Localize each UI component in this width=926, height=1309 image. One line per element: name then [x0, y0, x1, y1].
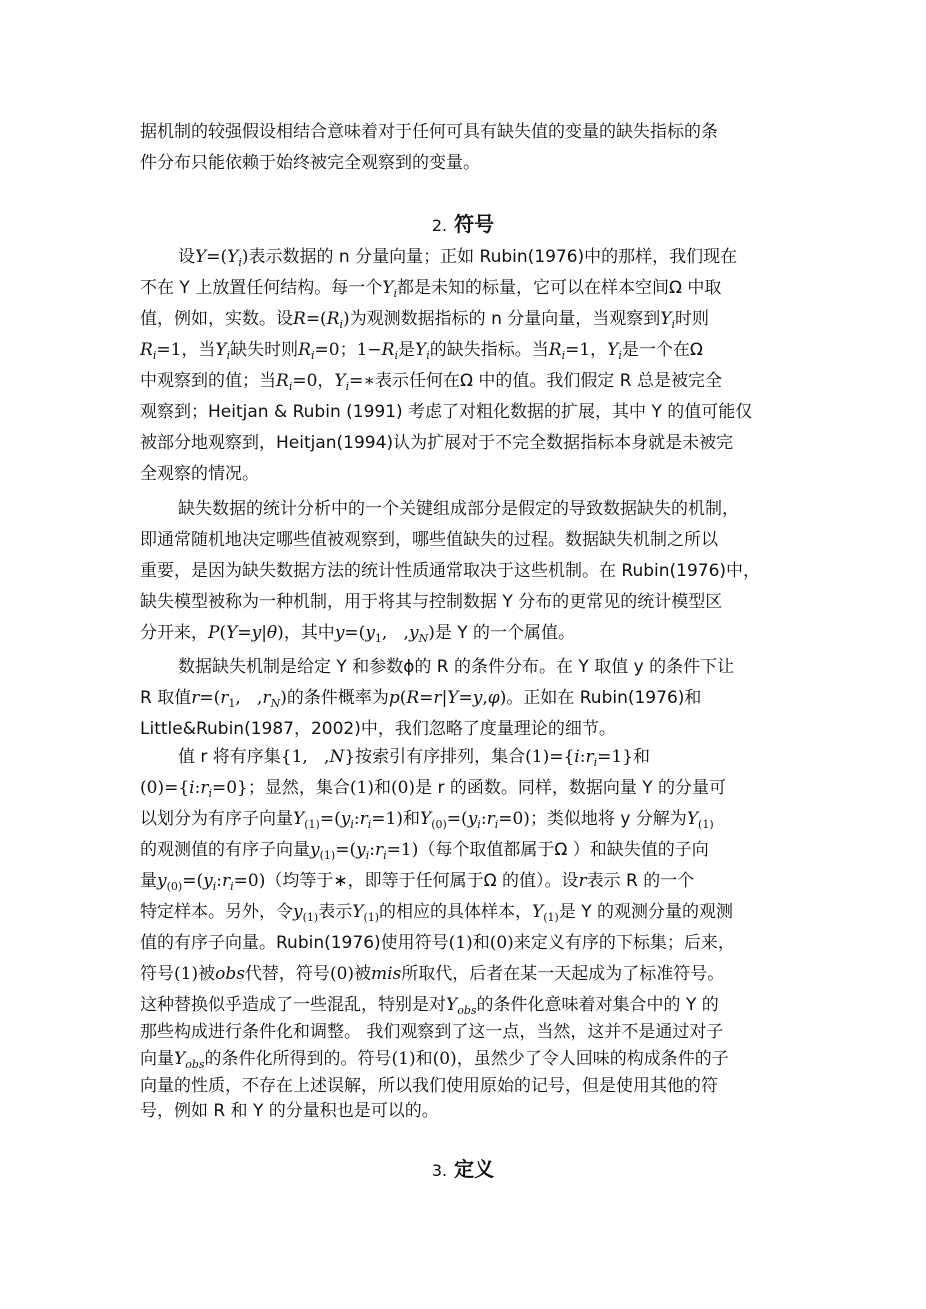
text-line: 即通常随机地决定哪些值被观察到，哪些值缺失的过程。数据缺失机制之所以	[140, 530, 718, 550]
text: 向量	[140, 1049, 174, 1069]
text: （每个取值都属于Ω ）和缺失值的子向	[418, 840, 709, 860]
text: ；	[339, 340, 357, 360]
text: 和	[415, 1049, 433, 1069]
text: 的缺失指标。当	[429, 340, 549, 360]
text: R 取值	[140, 688, 192, 708]
text: ，虽然少了令人回味的构成条件的子	[456, 1049, 729, 1069]
text: 来定义有序的下标集；后来，	[513, 933, 735, 953]
text: 被	[354, 964, 372, 984]
text-line: 的观测值的有序子向量$y_{(1)}=(y_i:r_i=1)$（每个取值都属于Ω ）和缺失值的子向	[140, 840, 709, 862]
text-line: 缺失模型被称为一种机制，用于将其与控制数据 Y 分布的更常见的统计模型区	[140, 592, 723, 612]
section-number: 2.	[431, 216, 448, 235]
text: 量	[140, 871, 157, 891]
text: 被	[198, 964, 216, 984]
text: 表示任何在Ω 中的值。我们假定 R 总是被完全	[374, 371, 722, 391]
text: 代替，符号	[244, 964, 330, 984]
text-line: 被部分地观察到，Heitjan(1994)认为扩展对于不完全数据指标本身就是未被完	[140, 433, 734, 453]
text: 表示	[318, 902, 353, 922]
text: 值 r 将有序集	[178, 747, 281, 767]
text-line: 特定样本。另外，令$y_{(1)}$表示$Y_{(1)}$的相应的具体样本，$Y_{(1)}$是 Y 的观测分量的观测	[140, 902, 734, 924]
text-line: 中观察到的值；当$R_i=0$，$Y_i=∗$表示任何在Ω 中的值。我们假定 R 总是被完全	[140, 371, 722, 393]
text: 和	[373, 778, 391, 798]
text: ；类似地将 y 分解为	[529, 809, 687, 829]
text: 是 Y 的一个属值。	[434, 623, 576, 643]
text: 符号	[140, 964, 174, 984]
text-line: 缺失数据的统计分析中的一个关键组成部分是假定的导致数据缺失的机制，	[178, 499, 739, 519]
text: ，	[590, 340, 608, 360]
text: 是	[397, 340, 415, 360]
text-line: 观察到；Heitjan & Rubin (1991) 考虑了对粗化数据的扩展，其中 Y 的值可能仅	[140, 402, 753, 422]
text: 是 Y 的观测分量的观测	[558, 902, 734, 922]
text: 的条件化意味着对集合中的 Y 的	[476, 995, 719, 1015]
section-heading	[0, 211, 926, 239]
section-title: 符号	[454, 212, 495, 236]
text-line: 这种替换似乎造成了一些混乱，特别是对$Y_{obs}$的条件化意味着对集合中的 Y 的	[140, 995, 719, 1017]
text: 中观察到的值；当	[140, 371, 276, 391]
text-line: 以划分为有序子向量$Y_{(1)}=(y_i:r_i=1)$和$Y_{(0)}=(y_i:r_i=0)$；类似地将 y 分解为$Y_{(1)}$	[140, 809, 714, 831]
text: 的观测值的有序子向量	[140, 840, 310, 860]
text: 以划分为有序子向量	[140, 809, 293, 829]
text: 是一个在Ω	[621, 340, 703, 360]
section-title: 定义	[454, 1157, 495, 1181]
text-line: 全观察的情况。	[140, 464, 259, 484]
text-line: 值，例如，实数。设$R=(R_i)$为观测数据指标的 n 分量向量，当观察到$Y_i$时则	[140, 309, 710, 331]
text: 的相应的具体样本，	[379, 902, 533, 922]
text: 。正如在 Rubin(1976)和	[506, 688, 702, 708]
text: 是 r 的函数。同样，数据向量 Y 的分量可	[415, 778, 727, 798]
text: 都是未知的标量，它可以在样本空间Ω 中取	[396, 278, 722, 298]
section-number: 3.	[431, 1161, 448, 1180]
text: 和	[633, 747, 651, 767]
text-line: 符号(1)被obs代替，符号(0)被mis所取代，后者在某一天起成为了标准符号。	[140, 964, 725, 984]
text-line: 量$y_{(0)}=(y_i:r_i=0)$（均等于∗，即等于任何属于Ω 的值）。设r表示 R 的一个	[140, 871, 695, 893]
text-line: 不在 Y 上放置任何结构。每一个$Y_i$都是未知的标量，它可以在样本空间Ω 中取	[140, 278, 722, 300]
text: 的条件化所得到的。符号	[204, 1049, 392, 1069]
text: 和	[402, 809, 420, 829]
text-line: $R_i=1$，当$Y_i$缺失时则$R_i=0$；$1-R_i$是$Y_i$的缺失指标。当$R_i=1$，$Y_i$是一个在Ω	[140, 340, 703, 362]
text-line: 那些构成进行条件化和调整。 我们观察到了这一点，当然，这并不是通过对子	[140, 1022, 724, 1042]
text-line: 据机制的较强假设相结合意味着对于任何可具有缺失值的变量的缺失指标的条	[140, 122, 718, 142]
text-line: 设$Y=(Y_i)$表示数据的 n 分量向量；正如 Rubin(1976)中的那样，我们现在	[178, 247, 738, 269]
text: 不在 Y 上放置任何结构。每一个	[140, 278, 383, 298]
text: ，其中	[283, 623, 335, 643]
text-line: 向量$Y_{obs}$的条件化所得到的。符号(1)和(0)，虽然少了令人回味的构成条件的子	[140, 1049, 729, 1071]
text: ，	[317, 371, 335, 391]
text-line: 值的有序子向量。Rubin(1976)使用符号(1)和(0)来定义有序的下标集；后来，	[140, 933, 735, 953]
text: 时则	[675, 309, 710, 329]
text: 分开来，	[140, 623, 208, 643]
text-line: R 取值$r=(r_1$, $,r_N$)的条件概率为p(R=r|Y=y,φ)。正如在 Rubin(1976)和	[140, 688, 702, 710]
text-line: 重要，是因为缺失数据方法的统计性质通常取决于这些机制。在 Rubin(1976)中，	[140, 561, 761, 581]
text: 表示数据的 n 分量向量；正如 Rubin(1976)中的那样，我们现在	[248, 247, 738, 267]
text-line: $(0)=\{i:r_i=0\}$；显然，集合(1)和(0)是 r 的函数。同样，数据向量 Y 的分量可	[140, 778, 727, 800]
text: 按索引有序排列，集合	[355, 747, 526, 767]
text: 和	[472, 933, 490, 953]
text: 这种替换似乎造成了一些混乱，特别是对	[140, 995, 446, 1015]
text-line: 号，例如 R 和 Y 的分量积也是可以的。	[140, 1101, 439, 1121]
text: 设	[178, 247, 195, 267]
text: 特定样本。另外，令	[140, 902, 293, 922]
text: （均等于∗，即等于任何属于Ω 的值）。设	[265, 871, 579, 891]
text-line: 分开来，P(Y=y|θ)，其中$y=(y_1$, $,y_N$)是 Y 的一个属值。	[140, 623, 576, 645]
text-line: 件分布只能依赖于始终被完全观察到的变量。	[140, 153, 480, 173]
text: ；显然，集合	[247, 778, 350, 798]
text-line: 向量的性质，不存在上述误解，所以我们使用原始的记号，但是使用其他的符	[140, 1076, 718, 1096]
text: 为观测数据指标的 n 分量向量，当观察到	[349, 309, 661, 329]
text: 的条件概率为	[286, 688, 389, 708]
text: 缺失时则	[230, 340, 299, 360]
text: ，当	[181, 340, 216, 360]
section-heading	[0, 1156, 926, 1184]
text: 表示 R 的一个	[586, 871, 695, 891]
text-line: 数据缺失机制是给定 Y 和参数ϕ的 R 的条件分布。在 Y 取值 y 的条件下让	[178, 657, 735, 677]
text: 值，例如，实数。设	[140, 309, 293, 329]
text: 值的有序子向量。Rubin(1976)使用符号	[140, 933, 449, 953]
text-line: Little&Rubin(1987，2002)中，我们忽略了度量理论的细节。	[140, 719, 616, 739]
text: 所取代，后者在某一天起成为了标准符号。	[401, 964, 725, 984]
text-line: 值 r 将有序集{1, ,N}按索引有序排列，集合$(1)=\{i:r_i=1\}$和	[178, 747, 651, 769]
